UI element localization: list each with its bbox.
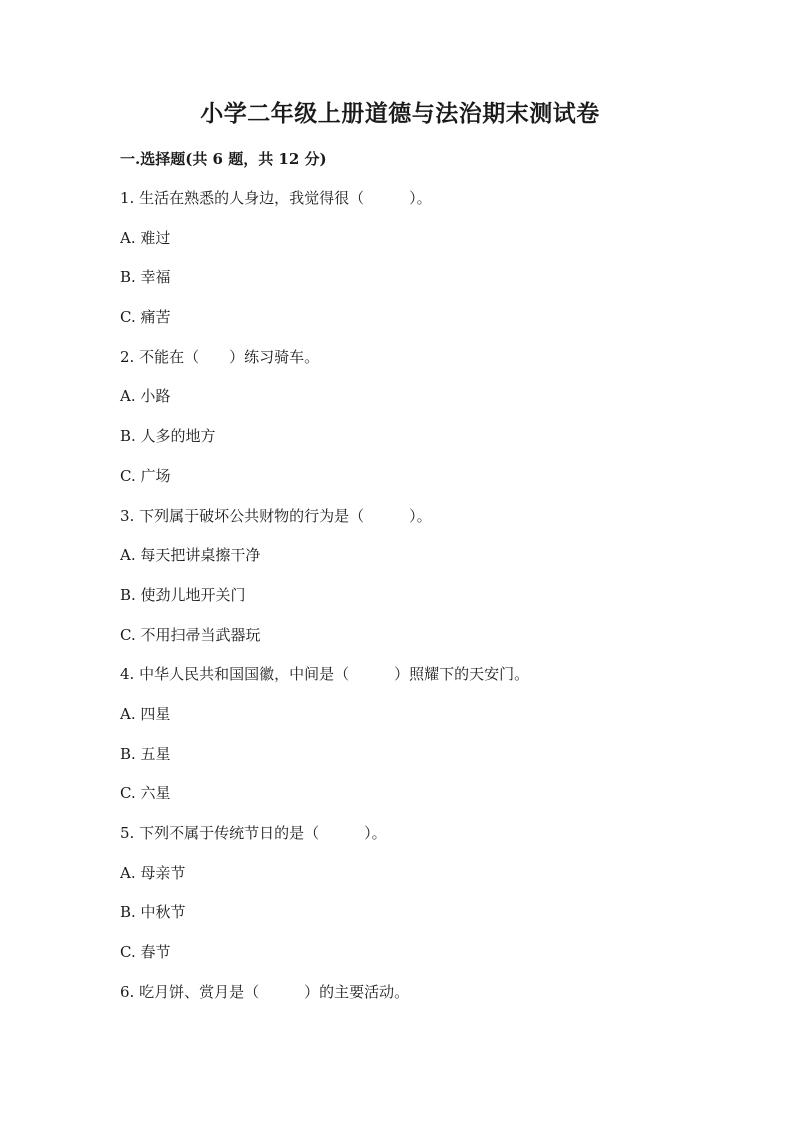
option-a: A. 难过 — [120, 228, 171, 247]
option-b: B. 人多的地方 — [120, 427, 216, 446]
option-a: A. 母亲节 — [120, 863, 186, 882]
question-stem: 3. 下列属于破坏公共财物的行为是（ ）。 — [120, 506, 432, 525]
option-c: C. 广场 — [120, 466, 171, 485]
option-c: C. 六星 — [120, 784, 171, 803]
option-b: B. 幸福 — [120, 268, 171, 287]
page-title: 小学二年级上册道德与法治期末测试卷 — [200, 100, 600, 127]
question-stem: 5. 下列不属于传统节日的是（ ）。 — [120, 824, 387, 842]
option-a: A. 每天把讲桌擦干净 — [120, 546, 261, 565]
option-a: A. 小路 — [120, 387, 171, 406]
option-b: B. 中秋节 — [120, 903, 186, 922]
option-c: C. 痛苦 — [120, 308, 171, 327]
option-c: C. 不用扫帚当武器玩 — [120, 625, 261, 644]
option-c: C. 春节 — [120, 943, 171, 962]
question-stem: 4. 中华人民共和国国徽，中间是（ ）照耀下的天安门。 — [120, 665, 530, 684]
question-list — [120, 184, 720, 1017]
option-a: A. 四星 — [120, 704, 171, 723]
question-stem: 2. 不能在（ ）练习骑车。 — [120, 347, 320, 366]
option-b: B. 使劲儿地开关门 — [120, 585, 246, 604]
option-b: B. 五星 — [120, 744, 171, 763]
question-stem: 6. 吃月饼、赏月是（ ）的主要活动。 — [120, 982, 410, 1001]
question-stem: 1. 生活在熟悉的人身边，我觉得很（ ）。 — [120, 189, 432, 207]
section-heading: 一.选择题(共 6 题，共 12 分) — [120, 150, 327, 168]
